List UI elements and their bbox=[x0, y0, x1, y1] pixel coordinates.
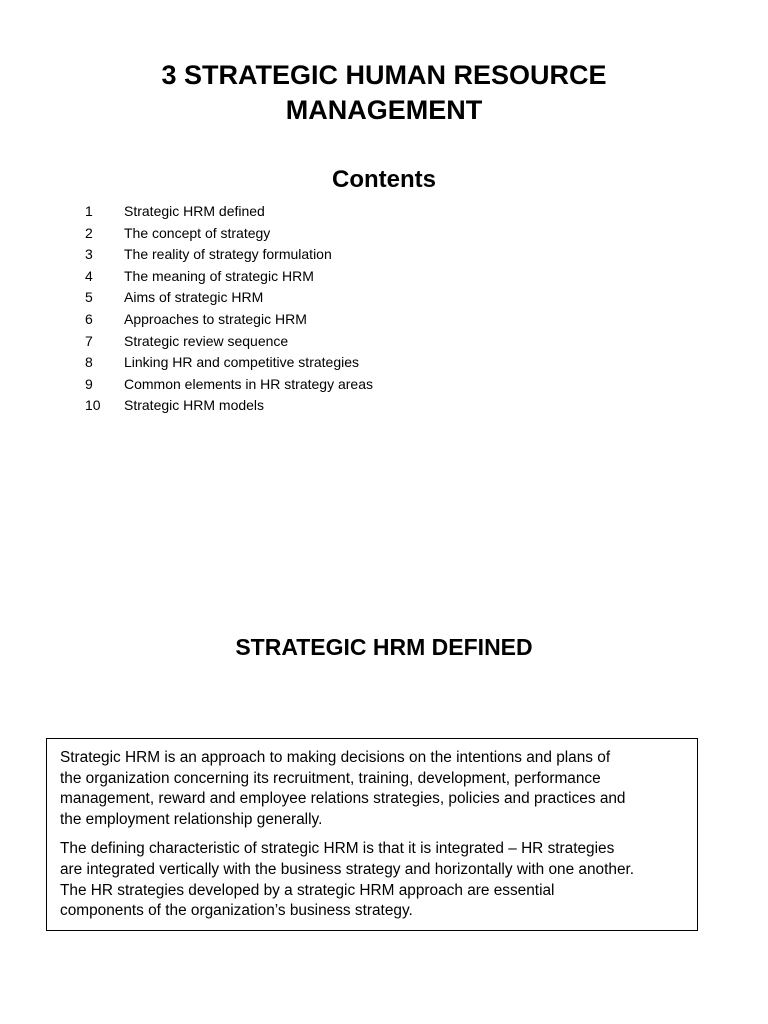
toc-item bbox=[85, 309, 373, 331]
toc-item-number: 6 bbox=[85, 310, 93, 327]
toc-item-label: Strategic HRM models bbox=[124, 397, 265, 414]
toc-item-number: 5 bbox=[85, 289, 93, 306]
toc-item-number: 9 bbox=[85, 375, 93, 392]
toc-item bbox=[85, 331, 373, 353]
toc-item-number: 7 bbox=[85, 332, 93, 349]
toc-item bbox=[85, 244, 373, 266]
toc-item-number: 4 bbox=[85, 267, 93, 284]
toc-item-number: 2 bbox=[85, 224, 93, 241]
toc-item-label: Strategic review sequence bbox=[124, 332, 289, 349]
toc-item bbox=[85, 223, 373, 245]
definition-paragraph-1: Strategic HRM is an approach to making decisions on the intentions and plans of the organization concerning its recruitment, training, development, performance management, reward and employee relations strategies, policies and practices and the employment relationship generally. bbox=[60, 749, 626, 828]
chapter-title-line-2: MANAGEMENT bbox=[285, 95, 483, 125]
toc-item-number: 10 bbox=[85, 397, 101, 414]
toc-item bbox=[85, 352, 373, 374]
toc-item-label: The concept of strategy bbox=[124, 224, 271, 241]
chapter-title-line-1: 3 STRATEGIC HUMAN RESOURCE bbox=[161, 60, 607, 90]
toc-item-label: Linking HR and competitive strategies bbox=[124, 354, 360, 371]
definition-box bbox=[46, 738, 698, 931]
toc-item bbox=[85, 287, 373, 309]
section-heading: STRATEGIC HRM DEFINED bbox=[235, 634, 533, 660]
toc-item-label: Aims of strategic HRM bbox=[124, 289, 264, 306]
contents-heading: Contents bbox=[332, 166, 436, 193]
toc-item-label: Common elements in HR strategy areas bbox=[124, 375, 373, 392]
toc-item-label: The meaning of strategic HRM bbox=[124, 267, 314, 284]
toc-item bbox=[85, 395, 373, 417]
toc-item bbox=[85, 201, 373, 223]
toc-item-number: 1 bbox=[85, 203, 93, 219]
table-of-contents bbox=[85, 201, 373, 417]
toc-item-label: Approaches to strategic HRM bbox=[124, 310, 307, 327]
toc-item-label: Strategic HRM defined bbox=[124, 203, 265, 219]
definition-paragraph-2: The defining characteristic of strategic HRM is that it is integrated – HR strategies are integrated vertically with the business strategy and horizontally with one another. The HR strategies developed by a strategic HRM approach are essential components of the organization’s business strategy. bbox=[60, 840, 635, 920]
chapter-title bbox=[0, 58, 768, 128]
toc-item-label: The reality of strategy formulation bbox=[124, 246, 332, 263]
toc-item bbox=[85, 266, 373, 288]
toc-item-number: 8 bbox=[85, 354, 93, 371]
toc-item-number: 3 bbox=[85, 246, 93, 263]
toc-item bbox=[85, 374, 373, 396]
